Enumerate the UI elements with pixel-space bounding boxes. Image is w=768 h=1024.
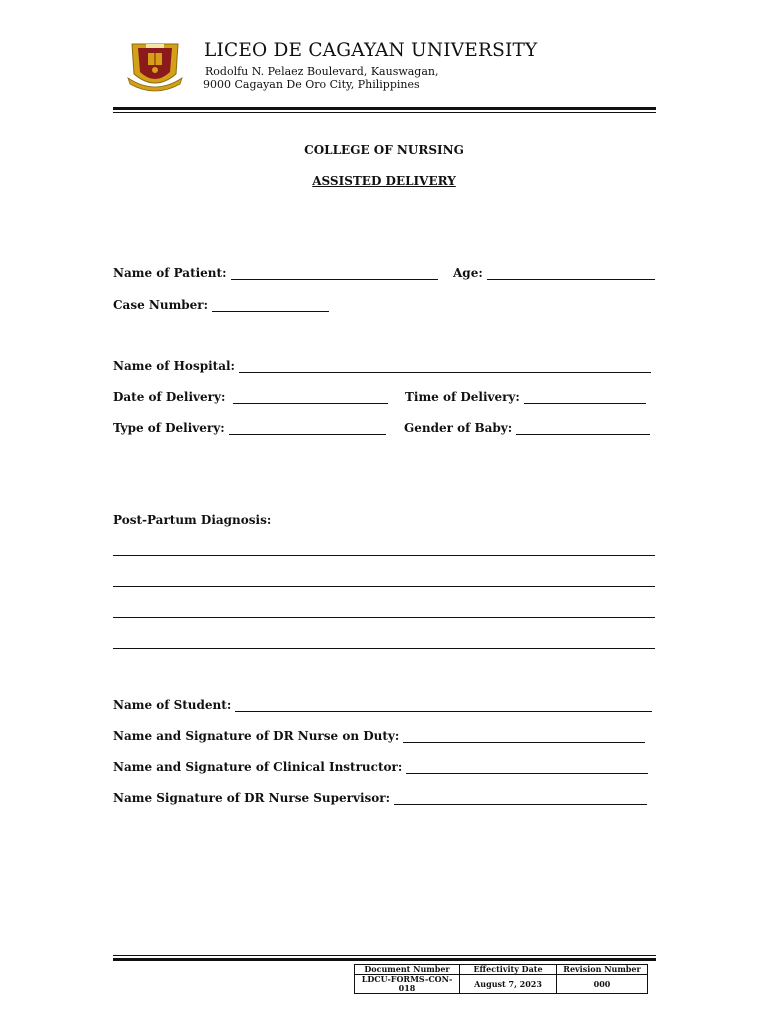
student-name-field[interactable] (113, 698, 652, 712)
time-of-delivery-line[interactable] (524, 391, 646, 404)
dr-nurse-supervisor-field[interactable] (113, 791, 647, 805)
address-line-1: Rodolfu N. Pelaez Boulevard, Kauswagan, (205, 65, 439, 78)
student-name-line[interactable] (235, 699, 652, 712)
footer-rule-thin (113, 955, 656, 956)
time-of-delivery-field[interactable] (405, 390, 646, 404)
age-line[interactable] (487, 267, 655, 280)
footer-rule-thick (113, 958, 656, 961)
gender-of-baby-field[interactable] (404, 421, 650, 435)
revision-number-header: Revision Number (557, 965, 648, 975)
dr-nurse-supervisor-line[interactable] (394, 792, 647, 805)
university-name: LICEO DE CAGAYAN UNIVERSITY (204, 40, 538, 61)
diagnosis-line-2[interactable] (113, 586, 655, 587)
document-info-value-row (355, 975, 648, 994)
effectivity-date-header: Effectivity Date (460, 965, 557, 975)
patient-name-line[interactable] (231, 267, 438, 280)
gender-of-baby-line[interactable] (516, 422, 650, 435)
document-number-value: LDCU-FORMS-CON-018 (355, 975, 460, 994)
case-number-line[interactable] (212, 299, 329, 312)
gender-of-baby-label: Gender of Baby: (404, 421, 513, 435)
patient-name-field[interactable] (113, 266, 438, 280)
dr-nurse-supervisor-label: Name Signature of DR Nurse Supervisor: (113, 791, 391, 805)
college-title: COLLEGE OF NURSING (304, 143, 464, 157)
patient-name-label: Name of Patient: (113, 266, 227, 280)
age-label: Age: (453, 266, 483, 280)
date-of-delivery-label: Date of Delivery: (113, 390, 226, 404)
case-number-label: Case Number: (113, 298, 209, 312)
diagnosis-line-1[interactable] (113, 555, 655, 556)
diagnosis-line-4[interactable] (113, 648, 655, 649)
student-name-label: Name of Student: (113, 698, 232, 712)
time-of-delivery-label: Time of Delivery: (405, 390, 520, 404)
case-number-field[interactable] (113, 298, 329, 312)
dr-nurse-on-duty-field[interactable] (113, 729, 645, 743)
clinical-instructor-label: Name and Signature of Clinical Instructor: (113, 760, 403, 774)
document-info-header-row (355, 965, 648, 975)
type-of-delivery-field[interactable] (113, 421, 386, 435)
age-field[interactable] (453, 266, 655, 280)
header-rule-thick (113, 107, 656, 110)
date-of-delivery-line[interactable] (233, 391, 388, 404)
dr-nurse-on-duty-line[interactable] (403, 730, 645, 743)
hospital-label: Name of Hospital: (113, 359, 235, 373)
postpartum-diagnosis-label: Post-Partum Diagnosis: (113, 513, 272, 527)
clinical-instructor-field[interactable] (113, 760, 648, 774)
document-number-header: Document Number (355, 965, 460, 975)
type-of-delivery-label: Type of Delivery: (113, 421, 225, 435)
clinical-instructor-line[interactable] (406, 761, 648, 774)
header-rule-thin (113, 112, 656, 113)
form-title: ASSISTED DELIVERY (312, 174, 456, 188)
hospital-line[interactable] (239, 360, 651, 373)
effectivity-date-value: August 7, 2023 (460, 975, 557, 994)
diagnosis-line-3[interactable] (113, 617, 655, 618)
date-of-delivery-field[interactable] (113, 390, 388, 404)
revision-number-value: 000 (557, 975, 648, 994)
type-of-delivery-line[interactable] (229, 422, 386, 435)
hospital-field[interactable] (113, 359, 651, 373)
dr-nurse-on-duty-label: Name and Signature of DR Nurse on Duty: (113, 729, 400, 743)
university-seal-icon (126, 38, 184, 94)
address-line-2: 9000 Cagayan De Oro City, Philippines (203, 78, 420, 91)
document-info-table (354, 964, 648, 994)
